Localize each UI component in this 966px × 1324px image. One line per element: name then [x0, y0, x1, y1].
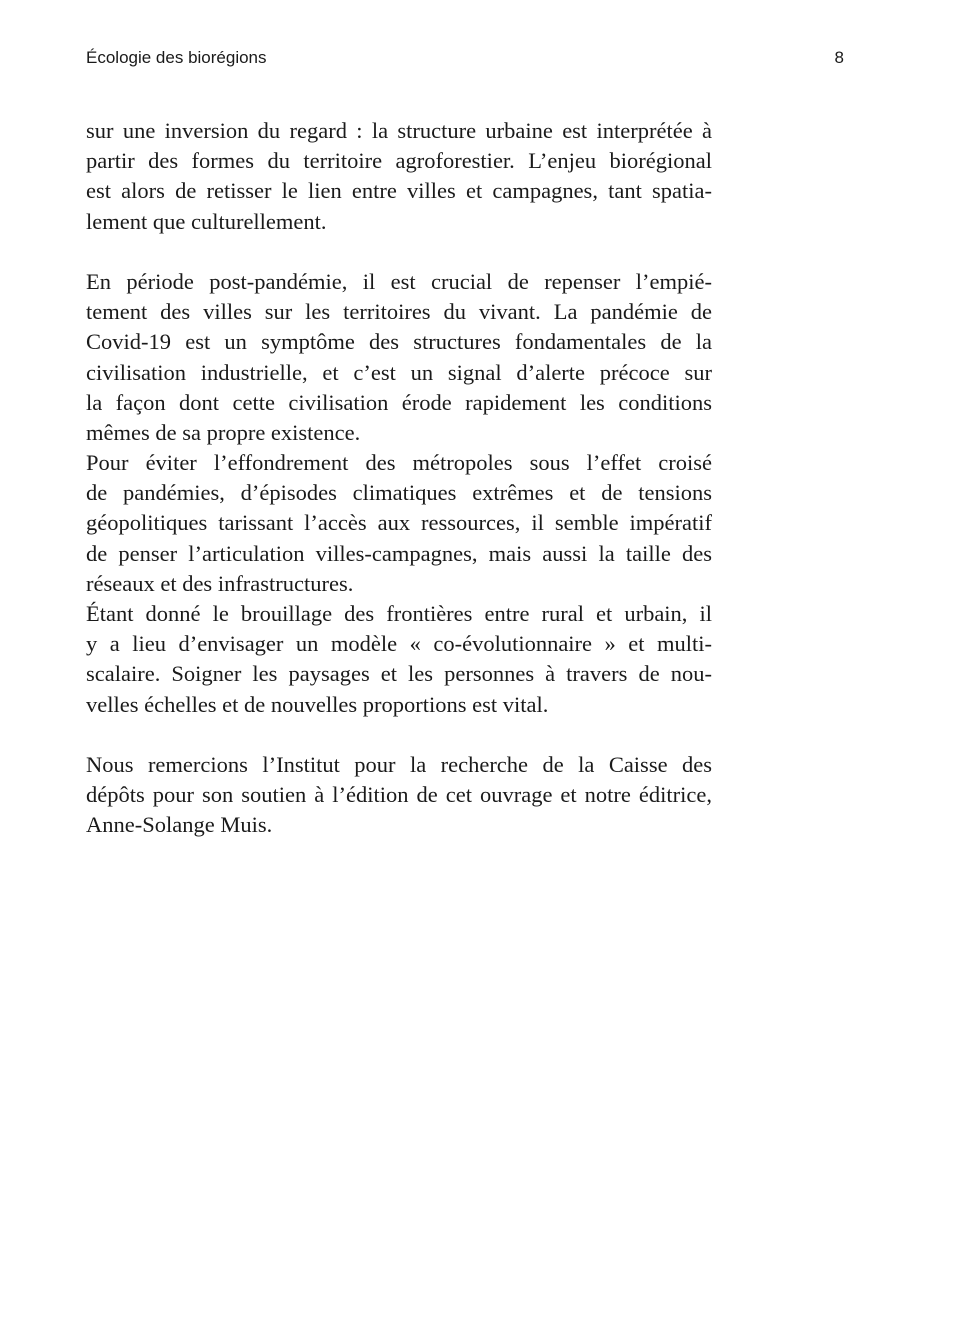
- text-line: tement des villes sur les territoires du vivant. La pandémie de: [86, 299, 712, 325]
- body-text: [86, 116, 712, 841]
- text-line: réseaux et des infrastructures.: [86, 570, 354, 596]
- paragraph: [86, 448, 712, 599]
- text-line: scalaire. Soigner les paysages et les personnes à travers de nou-: [86, 661, 712, 687]
- text-line: géopolitiques tarissant l’accès aux ressources, il semble impératif: [86, 510, 712, 536]
- text-line: En période post-pandémie, il est crucial de repenser l’empié-: [86, 268, 712, 294]
- paragraph: [86, 750, 712, 841]
- text-line: Covid-19 est un symptôme des structures fondamentales de la: [86, 329, 712, 355]
- text-line: dépôts pour son soutien à l’édition de cet ouvrage et notre éditrice,: [86, 782, 712, 808]
- paragraph-gap: [86, 720, 712, 750]
- page-number: 8: [834, 48, 844, 67]
- text-line: Nous remercions l’Institut pour la recherche de la Caisse des: [86, 751, 712, 777]
- paragraph: [86, 116, 712, 237]
- text-line: la façon dont cette civilisation érode rapidement les conditions: [86, 389, 712, 415]
- text-line: mêmes de sa propre existence.: [86, 419, 361, 445]
- text-line: de penser l’articulation villes-campagnes, mais aussi la taille des: [86, 540, 712, 566]
- running-title: Écologie des biorégions: [86, 48, 267, 67]
- text-line: Anne-Solange Muis.: [86, 812, 273, 838]
- text-line: lement que culturellement.: [86, 208, 327, 234]
- text-line: civilisation industrielle, et c’est un signal d’alerte précoce sur: [86, 359, 712, 385]
- text-line: y a lieu d’envisager un modèle « co-évolutionnaire » et multi-: [86, 631, 712, 657]
- text-line: Pour éviter l’effondrement des métropoles sous l’effet croisé: [86, 450, 712, 476]
- running-header: [86, 48, 844, 72]
- paragraph: [86, 599, 712, 720]
- text-line: sur une inversion du regard : la structure urbaine est interprétée à: [86, 118, 712, 143]
- text-line: de pandémies, d’épisodes climatiques extrêmes et de tensions: [86, 480, 712, 506]
- paragraph: [86, 267, 712, 448]
- text-line: velles échelles et de nouvelles proportions est vital.: [86, 691, 549, 717]
- text-line: partir des formes du territoire agroforestier. L’enjeu biorégional: [86, 148, 712, 174]
- text-line: est alors de retisser le lien entre villes et campagnes, tant spatia-: [86, 178, 712, 204]
- text-line: Étant donné le brouillage des frontières entre rural et urbain, il: [86, 601, 712, 626]
- paragraph-gap: [86, 237, 712, 267]
